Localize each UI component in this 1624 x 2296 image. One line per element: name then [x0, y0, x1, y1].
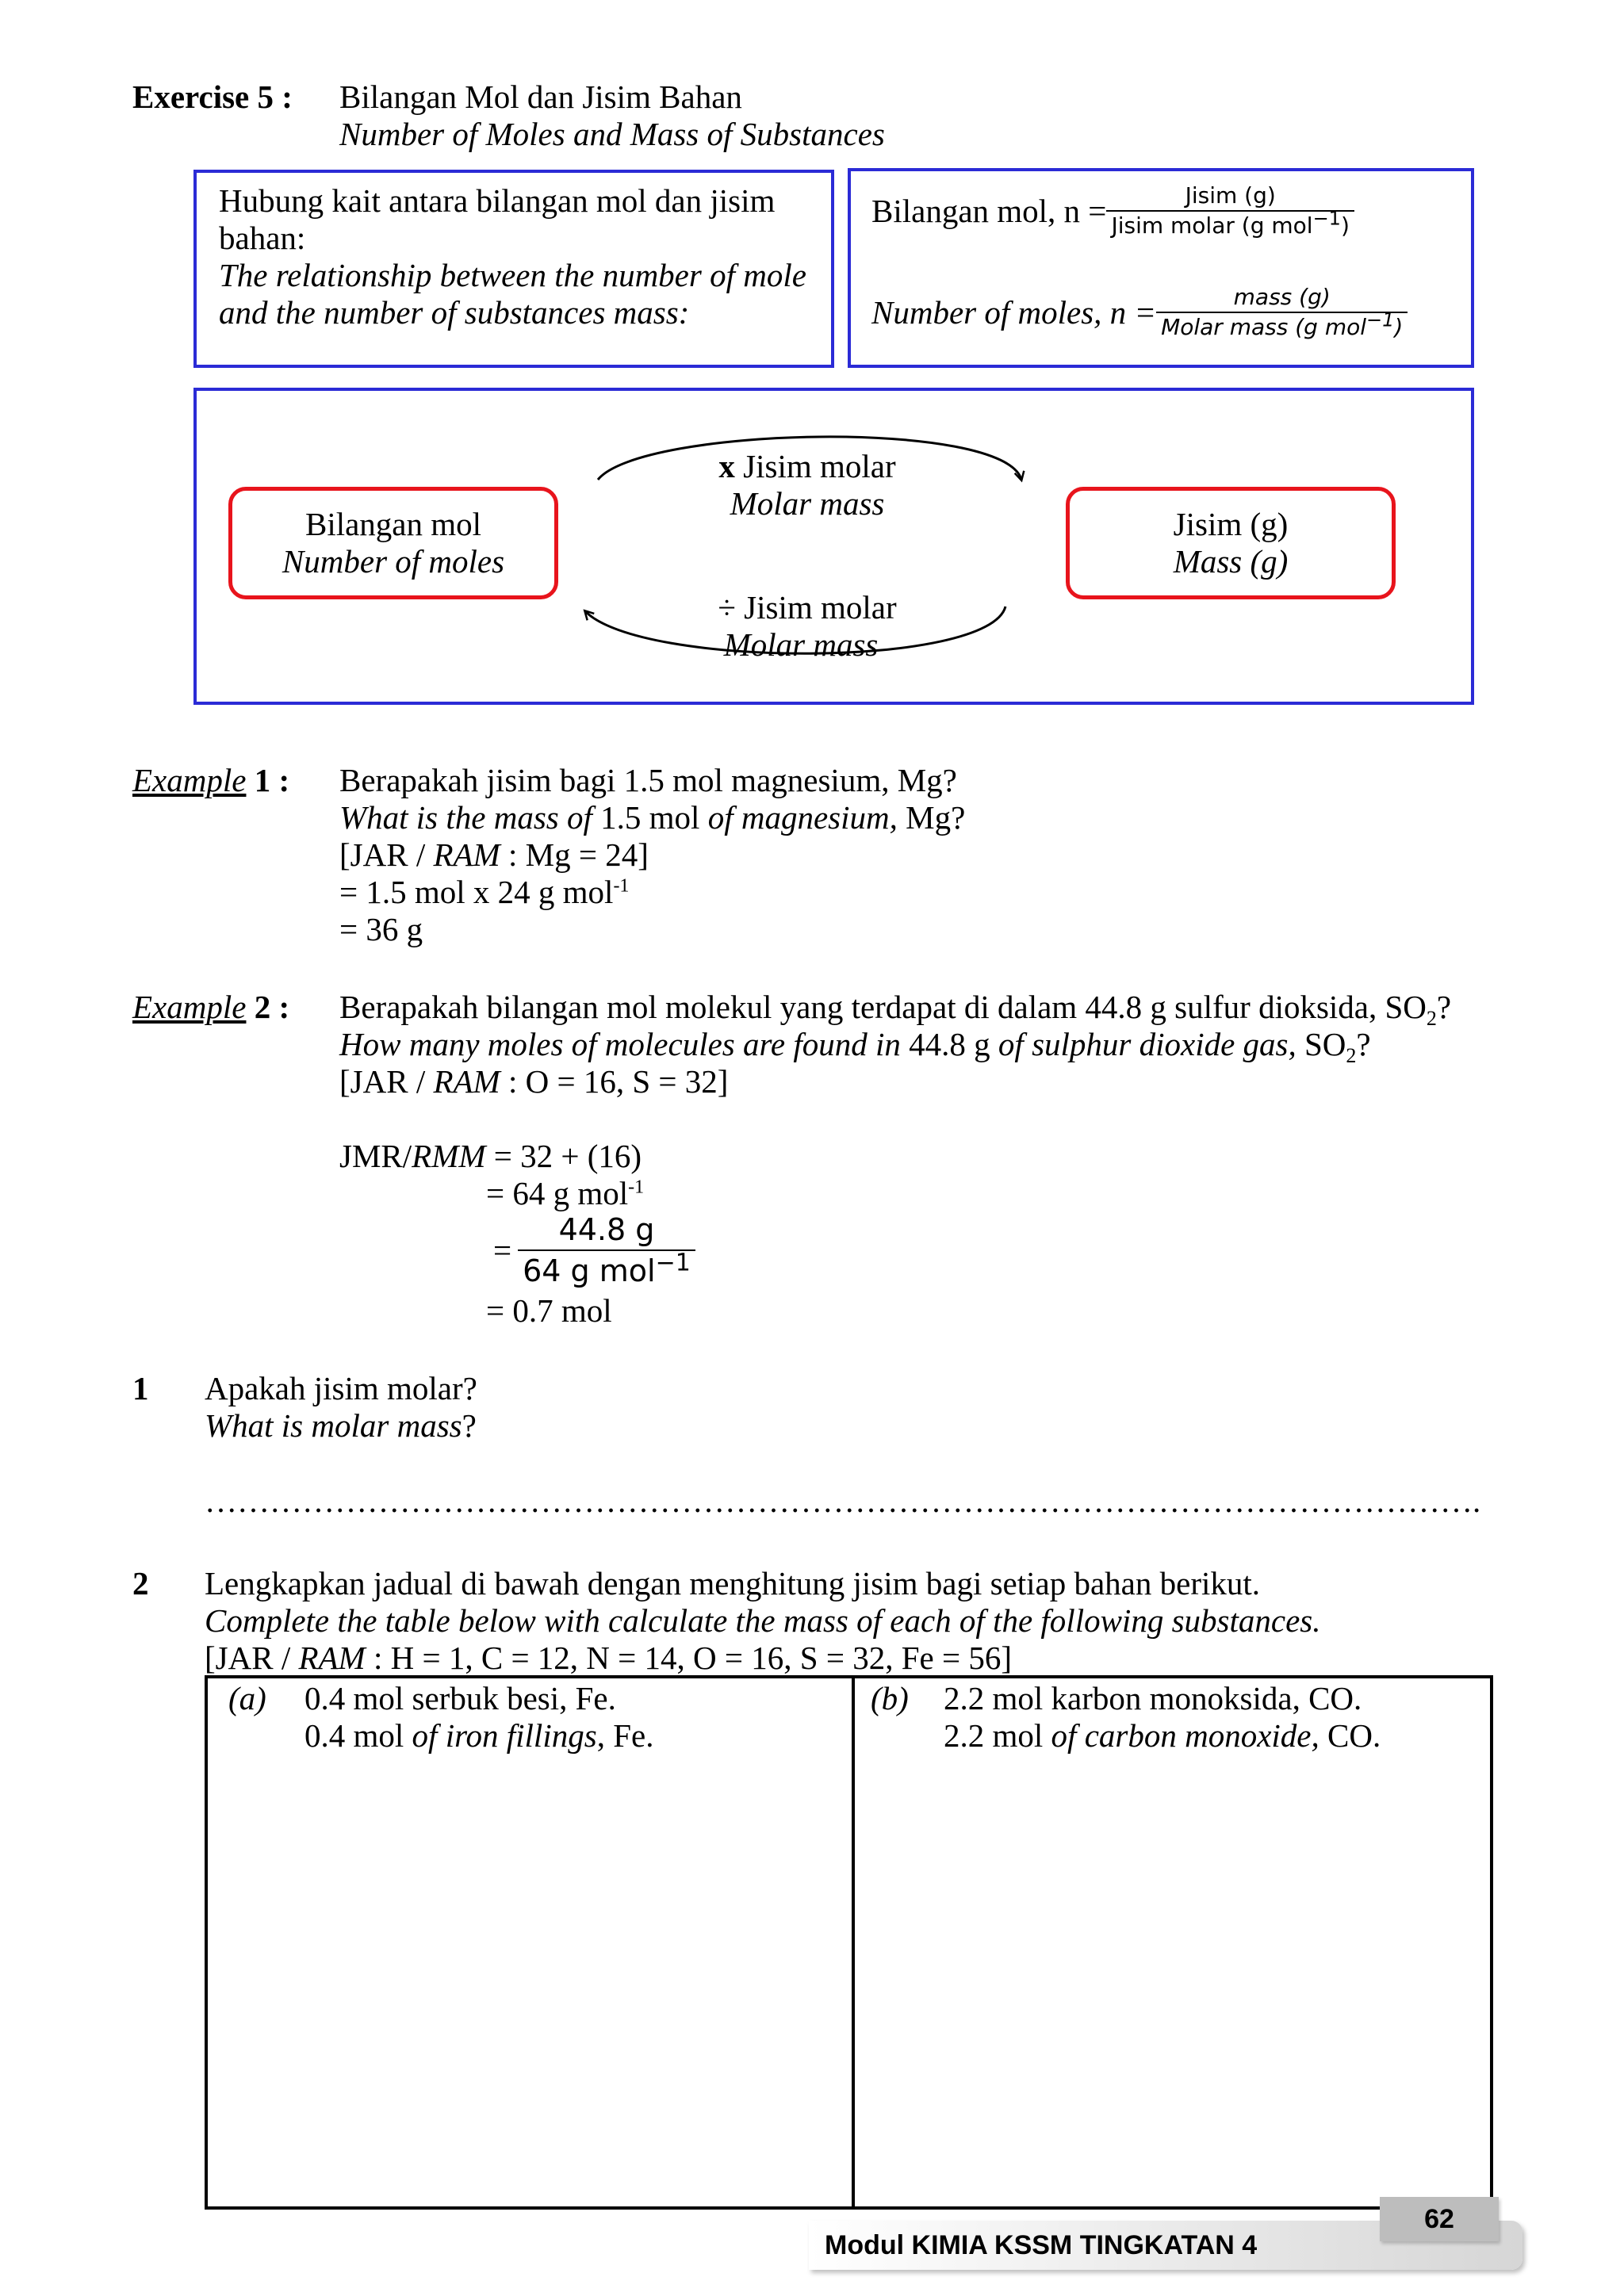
relationship-box	[193, 170, 834, 368]
footer-page-number: 62	[1380, 2197, 1499, 2241]
multiply-ms: Jisim molar	[743, 448, 896, 484]
q2-jar: [JAR / RAM : H = 1, C = 12, N = 14, O = 16, S = 32, Fe = 56]	[205, 1640, 1012, 1676]
q1-number: 1	[132, 1370, 149, 1406]
q1-question-en: What is molar mass?	[205, 1407, 477, 1444]
relationship-line3: The relationship between the number of mole	[219, 257, 806, 293]
formula-en-label: Number of moles, n =	[871, 293, 1157, 331]
divide-label	[688, 589, 926, 664]
example2-rmm: JMR/RMM = 32 + (16)	[339, 1138, 642, 1174]
example2-step2: = 64 g mol$^{-1}$	[486, 1175, 645, 1211]
cell-a-label: (a)	[228, 1680, 266, 1716]
example1-step2: = 36 g	[339, 911, 423, 947]
divide-op: ÷	[718, 589, 736, 626]
formula-en	[871, 281, 1408, 344]
q1-question-ms: Apakah jisim molar?	[205, 1370, 477, 1406]
exercise-title-ms: Bilangan Mol dan Jisim Bahan	[339, 78, 742, 115]
formula-en-numerator: mass (g)	[1156, 283, 1408, 313]
relationship-line4: and the number of substances mass:	[219, 294, 690, 331]
example2-fraction-eq: =	[493, 1231, 512, 1269]
table-cell-b[interactable]	[855, 1678, 1490, 2206]
example1-jar: [JAR / RAM : Mg = 24]	[339, 836, 649, 873]
example2-step4: = 0.7 mol	[486, 1292, 612, 1329]
multiply-label	[688, 448, 926, 522]
mass-ms: Jisim (g)	[1173, 506, 1289, 542]
divide-ms: Jisim molar	[744, 589, 897, 626]
table-cell-a[interactable]	[208, 1678, 852, 2206]
formula-box	[848, 168, 1474, 368]
example2-label: Example 2 :	[132, 989, 290, 1025]
example2-fraction-num: 44.8 g	[518, 1210, 695, 1251]
divide-en: Molar mass	[723, 626, 879, 663]
example1-step1: = 1.5 mol x 24 g mol$^{-1}$	[339, 874, 630, 910]
footer	[809, 2204, 1522, 2276]
multiply-en: Molar mass	[730, 485, 885, 522]
formula-ms	[871, 179, 1354, 243]
cell-a-ms: 0.4 mol serbuk besi, Fe.	[304, 1680, 616, 1716]
cell-b-ms: 2.2 mol karbon monoksida, CO.	[944, 1680, 1362, 1716]
relationship-line2: bahan:	[219, 220, 306, 256]
moles-en: Number of moles	[282, 543, 505, 580]
example1-question-en: What is the mass of 1.5 mol of magnesium, Mg?	[339, 799, 966, 836]
q1-answer-dots: ……………………………………………………………………………………………………….	[205, 1483, 1481, 1519]
formula-ms-numerator: Jisim (g)	[1106, 182, 1354, 212]
exercise-label: Exercise 5 :	[132, 78, 293, 115]
example2-question-en: How many moles of molecules are found in 44.8 g of sulphur dioxide gas, $SO_2$?	[339, 1026, 1371, 1068]
q2-question-ms: Lengkapkan jadual di bawah dengan menghitung jisim bagi setiap bahan berikut.	[205, 1565, 1260, 1601]
q2-number: 2	[132, 1565, 149, 1601]
example2-fraction-den: 64 g mol$^{-1}$	[523, 1249, 691, 1288]
mass-box	[1066, 487, 1396, 599]
exercise-title-en: Number of Moles and Mass of Substances	[339, 116, 885, 152]
formula-en-denominator: Molar mass (g mol$^{-1}$)	[1161, 308, 1404, 340]
q1-answer-line[interactable]	[205, 1483, 1489, 1520]
example2-fraction	[493, 1210, 695, 1291]
conversion-diagram	[193, 388, 1474, 705]
example1-label: Example 1 :	[132, 762, 290, 798]
cell-a-en: 0.4 mol of iron fillings, Fe.	[304, 1717, 654, 1754]
formula-ms-denominator: Jisim molar (g mol$^{-1}$)	[1111, 207, 1350, 239]
moles-ms: Bilangan mol	[304, 506, 482, 542]
formula-en-fraction	[1156, 283, 1408, 342]
cell-b-label: (b)	[871, 1680, 909, 1716]
answer-table	[205, 1675, 1493, 2210]
moles-box	[228, 487, 558, 599]
footer-module-title: Modul KIMIA KSSM TINGKATAN 4	[825, 2230, 1258, 2260]
mass-en: Mass (g)	[1173, 543, 1289, 580]
example2-jar: [JAR / RAM : O = 16, S = 32]	[339, 1063, 729, 1100]
formula-ms-fraction	[1106, 182, 1354, 240]
formula-ms-label: Bilangan mol, n =	[871, 192, 1107, 229]
q2-question-en: Complete the table below with calculate the mass of each of the following substances.	[205, 1602, 1321, 1639]
example1-question-ms: Berapakah jisim bagi 1.5 mol magnesium, Mg?	[339, 762, 957, 798]
multiply-op: x	[718, 448, 735, 484]
example2-question-ms: Berapakah bilangan mol molekul yang terdapat di dalam 44.8 g sulfur dioksida, $SO_2$?	[339, 989, 1452, 1031]
cell-b-en: 2.2 mol of carbon monoxide, CO.	[944, 1717, 1381, 1754]
relationship-line1: Hubung kait antara bilangan mol dan jisim	[219, 182, 776, 219]
